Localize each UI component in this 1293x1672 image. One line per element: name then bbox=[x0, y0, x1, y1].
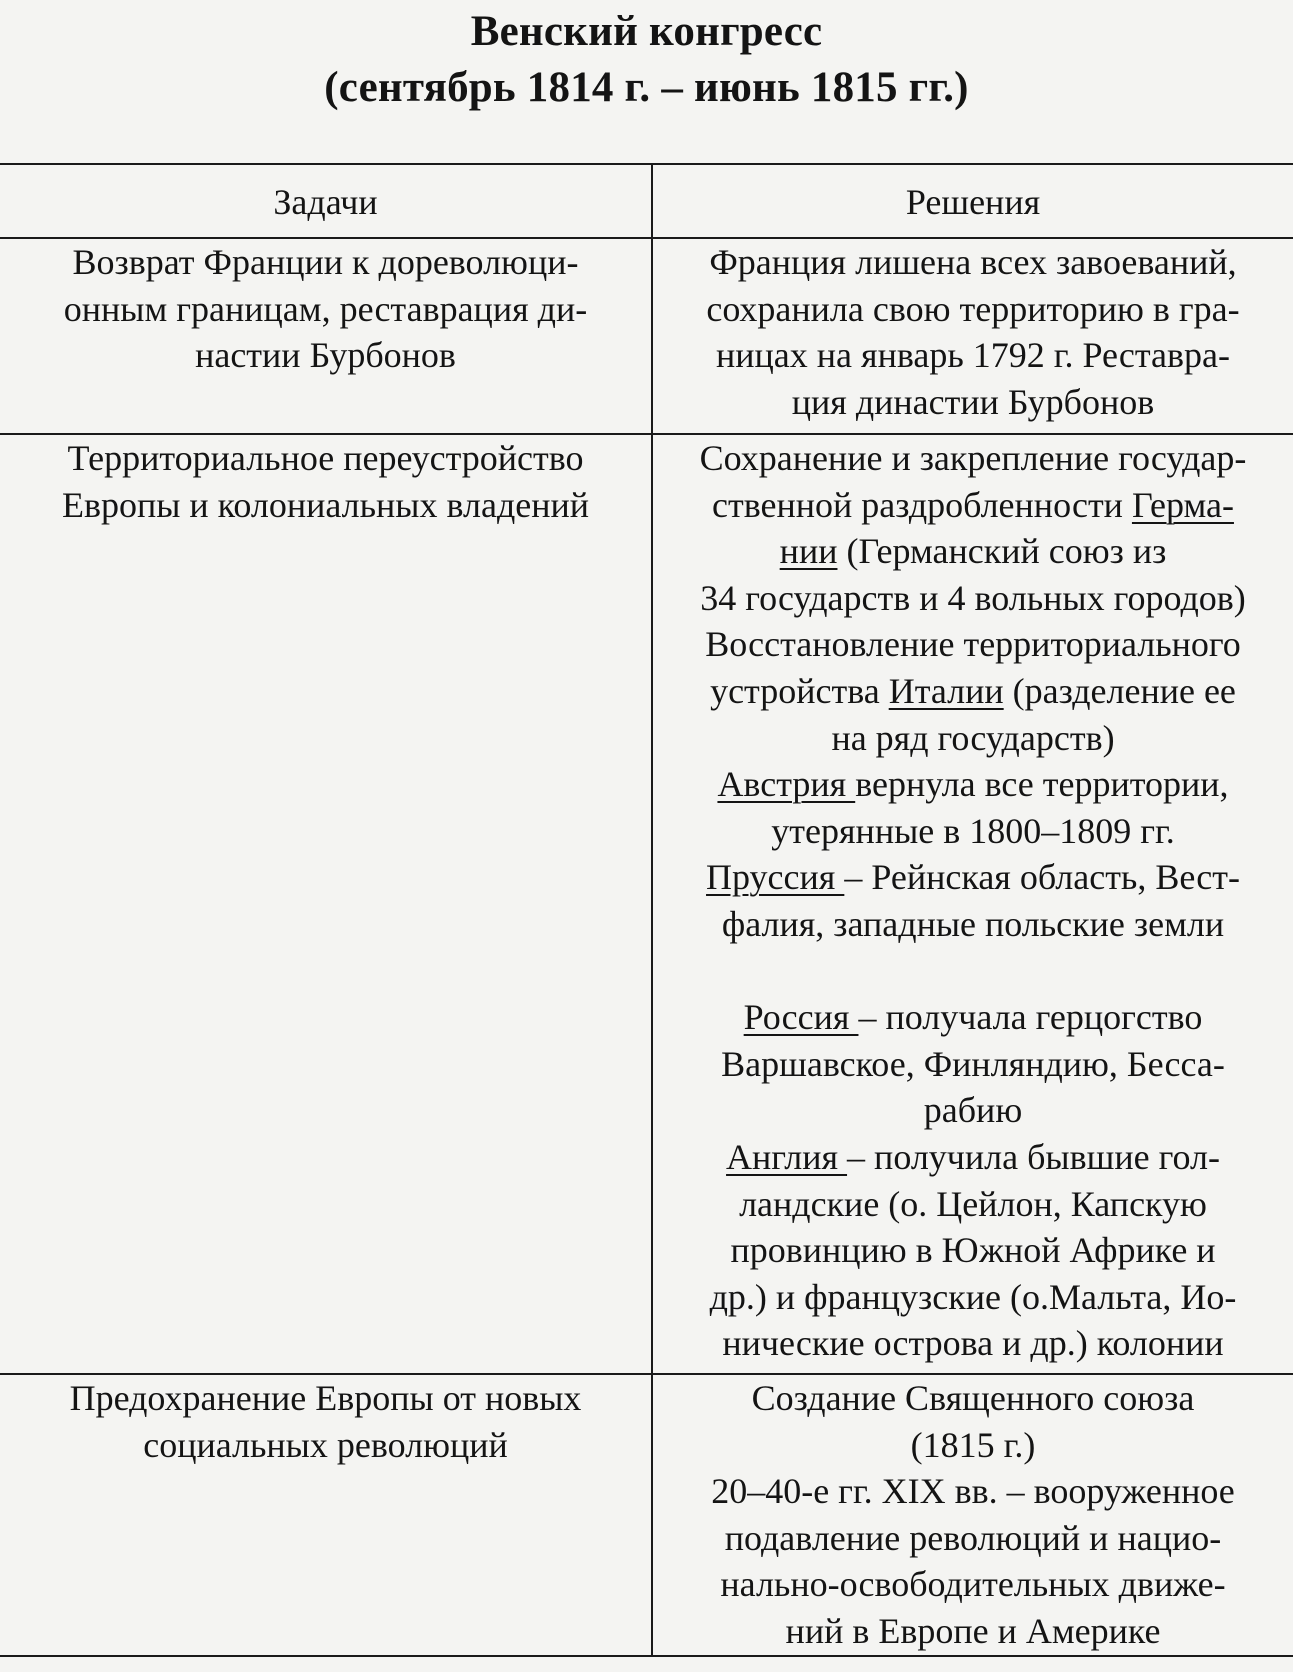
title-line-1: Венский конгресс bbox=[470, 8, 823, 55]
blank-line bbox=[661, 948, 1285, 995]
text-line: Сохранение и закрепление государ- bbox=[699, 438, 1247, 478]
text-fragment: ственной раздробленности bbox=[712, 484, 1132, 525]
table-row bbox=[0, 434, 1293, 1374]
text-fragment: устройства bbox=[710, 670, 889, 711]
text-line: Предохранение Европы от новых bbox=[69, 1378, 582, 1418]
country-germany: Герма- bbox=[1131, 484, 1234, 525]
text-line: Варшавское, Финляндию, Бесса- bbox=[721, 1043, 1225, 1084]
solution-cell bbox=[652, 1374, 1293, 1656]
text-line: 34 государств и 4 вольных городов) bbox=[700, 577, 1246, 618]
text-line: ницах на январь 1792 г. Реставра- bbox=[716, 335, 1230, 376]
text-fragment: – получала герцогство bbox=[858, 997, 1203, 1038]
task-cell bbox=[0, 434, 652, 1374]
text-line bbox=[661, 668, 1285, 715]
text-line bbox=[661, 761, 1285, 808]
text-line: Восстановление территориального bbox=[705, 624, 1241, 665]
text-line: др.) и французские (о.Мальта, Ио- bbox=[709, 1276, 1237, 1317]
text-line: социальных революций bbox=[143, 1424, 508, 1465]
text-line bbox=[661, 854, 1285, 901]
text-line: ний в Европе и Америке bbox=[785, 1610, 1161, 1651]
country-russia: Россия bbox=[743, 997, 859, 1038]
text-line: фалия, западные польские земли bbox=[721, 903, 1225, 944]
title-line-2: (сентябрь 1814 г. – июнь 1815 гг.) bbox=[324, 64, 969, 111]
text-line: рабию bbox=[923, 1090, 1023, 1131]
header-tasks: Задачи bbox=[0, 164, 652, 238]
country-england: Англия bbox=[726, 1136, 848, 1177]
country-italy: Италии bbox=[888, 670, 1004, 711]
text-line: подавление революций и нацио- bbox=[724, 1517, 1222, 1558]
page-title bbox=[0, 4, 1293, 116]
text-fragment: вернула все территории, bbox=[855, 764, 1229, 805]
text-line: нические острова и др.) колонии bbox=[722, 1323, 1224, 1364]
country-germany-cont: нии bbox=[779, 531, 838, 572]
text-line: онным границам, реставрация ди- bbox=[63, 288, 588, 329]
text-line bbox=[661, 528, 1285, 575]
task-cell bbox=[0, 238, 652, 434]
text-line: (1815 г.) bbox=[910, 1424, 1036, 1465]
task-cell bbox=[0, 1374, 652, 1656]
country-prussia: Пруссия bbox=[706, 857, 845, 898]
text-line: ландские (о. Цейлон, Капскую bbox=[739, 1183, 1207, 1224]
solution-cell bbox=[652, 434, 1293, 1374]
text-line bbox=[661, 1134, 1285, 1181]
text-line: Создание Священного союза bbox=[751, 1378, 1195, 1418]
text-fragment: – Рейнская область, Вест- bbox=[844, 857, 1240, 898]
text-line bbox=[661, 482, 1285, 529]
table-row bbox=[0, 238, 1293, 434]
text-line: Европы и колониальных владений bbox=[61, 484, 590, 525]
country-austria: Австрия bbox=[717, 764, 856, 805]
text-line: на ряд государств) bbox=[831, 717, 1115, 758]
solution-cell bbox=[652, 238, 1293, 434]
text-line: ция династии Бурбонов bbox=[791, 381, 1155, 422]
text-line: Франция лишена всех завоеваний, bbox=[709, 242, 1237, 282]
text-fragment: (Германский союз из bbox=[837, 531, 1167, 572]
text-line: 20–40-е гг. XIX вв. – вооруженное bbox=[711, 1471, 1235, 1512]
text-fragment: – получила бывшие гол- bbox=[847, 1136, 1220, 1177]
text-line: провинцию в Южной Африке и bbox=[730, 1230, 1216, 1271]
text-line bbox=[661, 994, 1285, 1041]
text-line: Возврат Франции к дореволюци- bbox=[72, 242, 579, 282]
text-line: нально-освободительных движе- bbox=[720, 1564, 1226, 1605]
table-row bbox=[0, 1374, 1293, 1656]
congress-table bbox=[0, 163, 1293, 1657]
text-line: Территориальное переустройство bbox=[67, 438, 584, 478]
table-header-row bbox=[0, 164, 1293, 238]
text-line: сохранила свою территорию в гра- bbox=[706, 288, 1240, 329]
header-solutions: Решения bbox=[652, 164, 1293, 238]
text-line: настии Бурбонов bbox=[195, 335, 456, 376]
text-line: утерянные в 1800–1809 гг. bbox=[771, 810, 1175, 851]
text-fragment: (разделение ее bbox=[1003, 670, 1236, 711]
